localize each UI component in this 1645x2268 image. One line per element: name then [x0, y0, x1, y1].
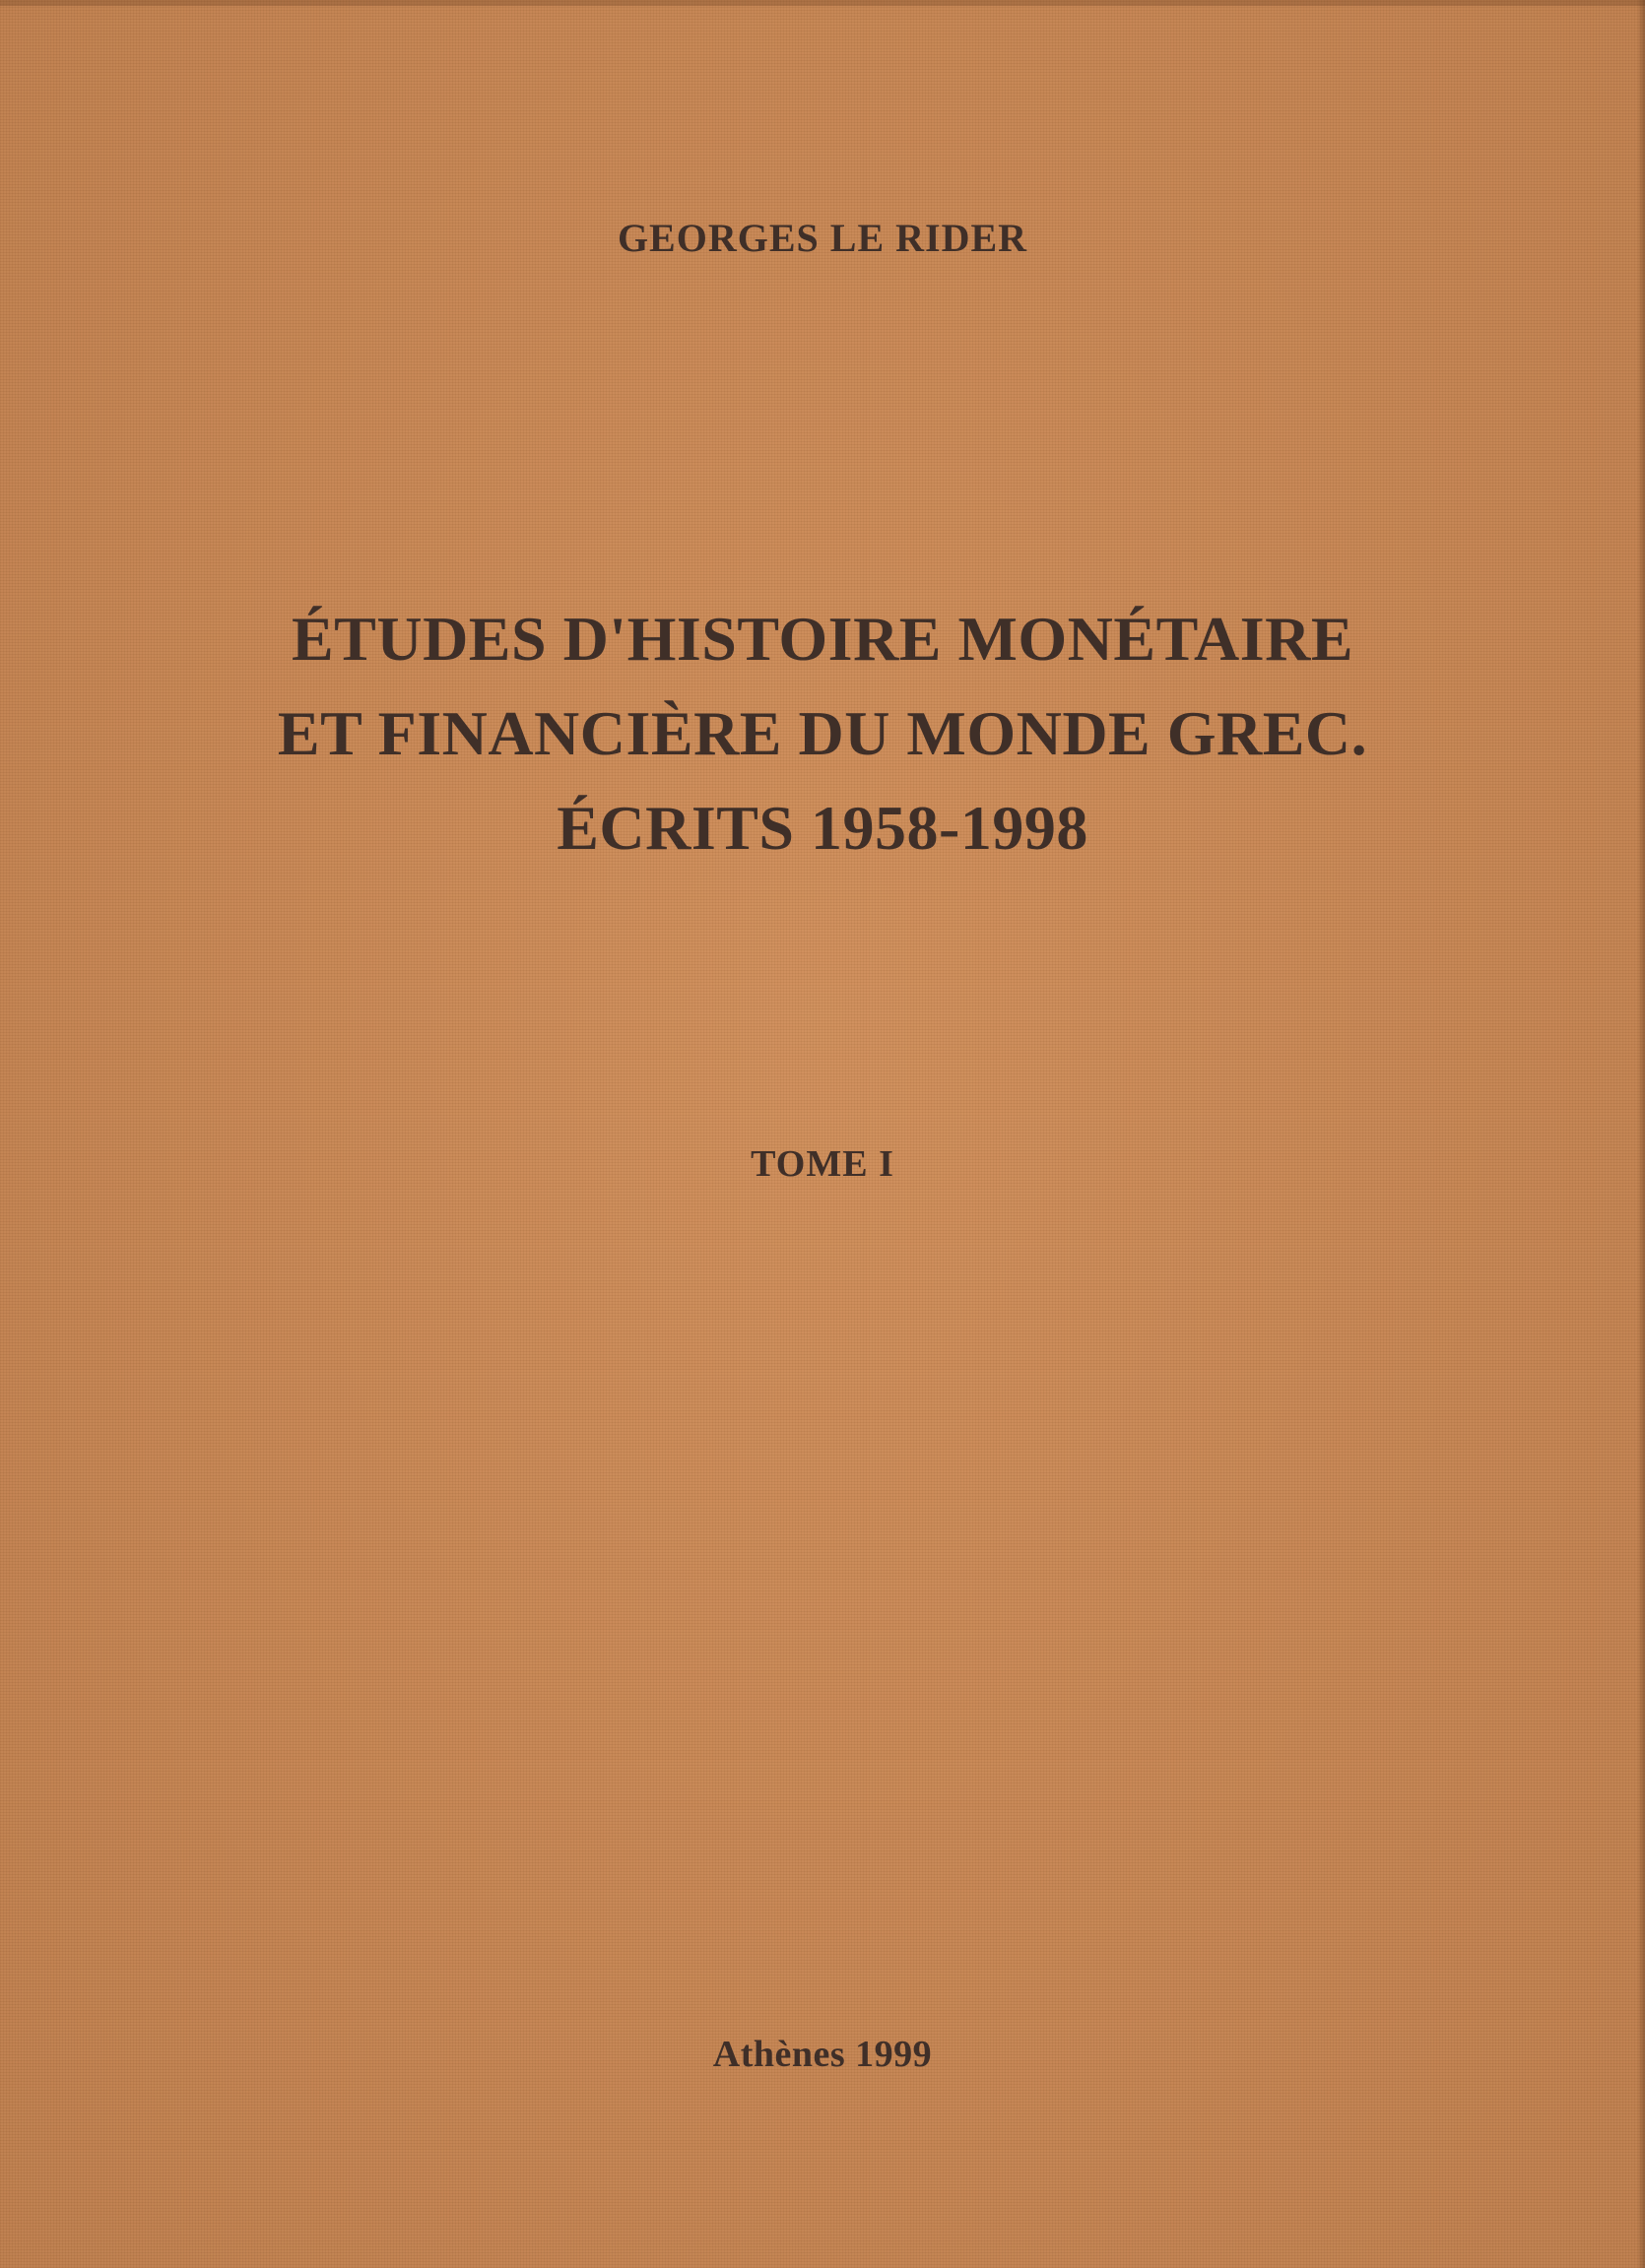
volume-label: TOME I [751, 1143, 894, 1185]
cover-right-edge [1637, 0, 1645, 2268]
title-line-2: ET FINANCIÈRE DU MONDE GREC. [277, 698, 1368, 768]
title-line-3: ÉCRITS 1958-1998 [557, 793, 1088, 863]
cover-top-edge [0, 0, 1645, 6]
title-line-1: ÉTUDES D'HISTOIRE MONÉTAIRE [291, 604, 1354, 674]
author-name: GEORGES LE RIDER [617, 216, 1028, 260]
imprint-place-year: Athènes 1999 [712, 2034, 933, 2075]
